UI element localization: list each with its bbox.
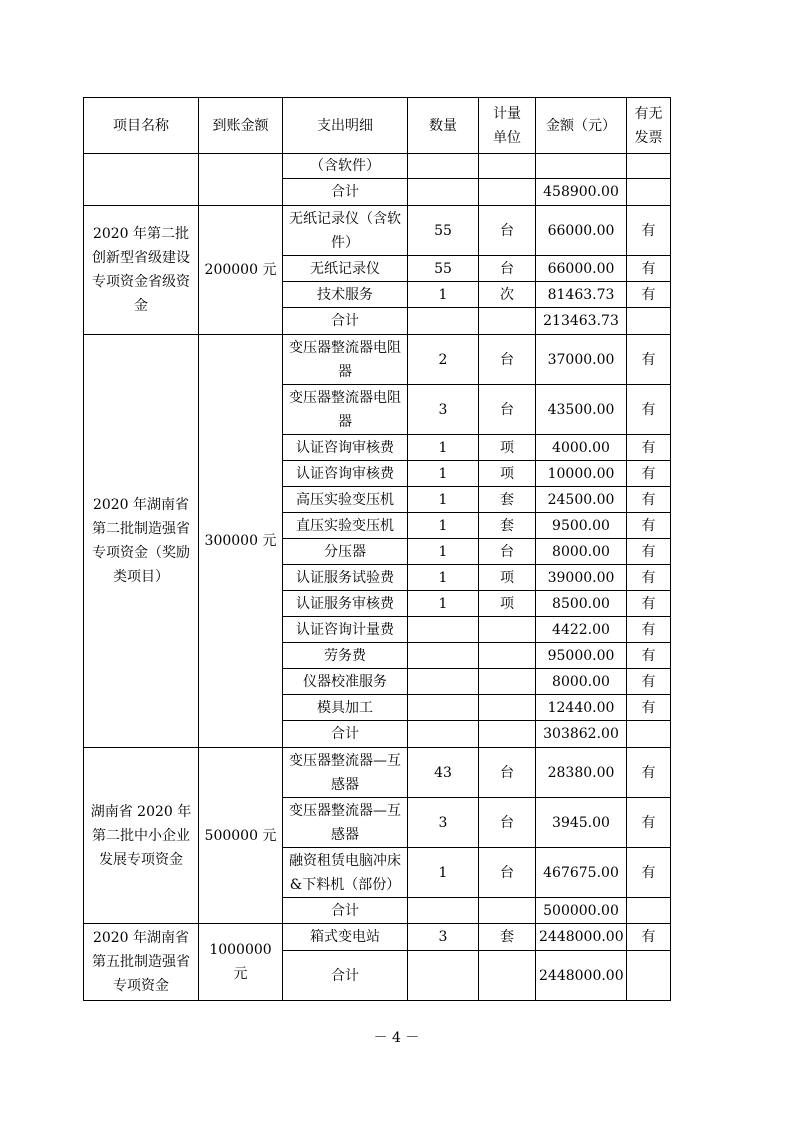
amount-cell: 37000.00 [536,335,627,385]
detail-cell: 变压器整流器—互感器 [283,798,408,848]
unit-cell: 台 [479,335,536,385]
quantity-cell [408,669,479,695]
header-unit: 计量单位 [479,98,536,154]
amount-cell [536,154,627,179]
amount-cell: 2448000.00 [536,924,627,951]
amount-cell: 24500.00 [536,487,627,513]
invoice-cell [627,308,671,335]
quantity-cell: 2 [408,335,479,385]
invoice-cell: 有 [627,848,671,898]
detail-cell: 变压器整流器电阻器 [283,335,408,385]
unit-cell: 台 [479,748,536,798]
detail-cell: 合计 [283,898,408,924]
quantity-cell: 43 [408,748,479,798]
table-row [84,335,671,385]
detail-cell: （含软件） [283,154,408,179]
table-row [84,154,671,179]
invoice-cell: 有 [627,695,671,721]
unit-cell [479,898,536,924]
detail-cell: 认证咨询审核费 [283,435,408,461]
unit-cell: 次 [479,282,536,308]
detail-cell: 变压器整流器电阻器 [283,385,408,435]
amount-cell: 66000.00 [536,256,627,282]
detail-cell: 箱式变电站 [283,924,408,951]
quantity-cell: 1 [408,513,479,539]
received-amount-cell: 200000 元 [199,206,283,335]
detail-cell: 认证咨询审核费 [283,461,408,487]
detail-cell: 认证咨询计量费 [283,617,408,643]
quantity-cell: 3 [408,798,479,848]
quantity-cell: 1 [408,461,479,487]
amount-cell: 43500.00 [536,385,627,435]
amount-cell: 28380.00 [536,748,627,798]
unit-cell: 项 [479,591,536,617]
invoice-cell: 有 [627,435,671,461]
header-row [84,98,671,154]
project-name-cell [84,154,199,206]
header-detail: 支出明细 [283,98,408,154]
quantity-cell [408,617,479,643]
unit-cell [479,617,536,643]
invoice-cell: 有 [627,256,671,282]
invoice-cell: 有 [627,924,671,951]
invoice-cell: 有 [627,461,671,487]
amount-cell: 2448000.00 [536,951,627,1001]
fund-expenditure-table [83,97,671,1001]
amount-cell: 8000.00 [536,669,627,695]
quantity-cell: 55 [408,256,479,282]
detail-cell: 合计 [283,721,408,748]
detail-cell: 认证服务审核费 [283,591,408,617]
amount-cell: 66000.00 [536,206,627,256]
project-name-cell: 湖南省 2020 年第二批中小企业发展专项资金 [84,748,199,924]
quantity-cell: 1 [408,565,479,591]
invoice-cell: 有 [627,282,671,308]
detail-cell: 认证服务试验费 [283,565,408,591]
quantity-cell [408,951,479,1001]
quantity-cell: 3 [408,924,479,951]
unit-cell: 套 [479,487,536,513]
amount-cell: 3945.00 [536,798,627,848]
unit-cell: 台 [479,206,536,256]
unit-cell: 台 [479,385,536,435]
quantity-cell: 55 [408,206,479,256]
detail-cell: 技术服务 [283,282,408,308]
header-amount: 金额（元） [536,98,627,154]
quantity-cell [408,898,479,924]
amount-cell: 458900.00 [536,179,627,206]
unit-cell [479,643,536,669]
quantity-cell: 1 [408,591,479,617]
invoice-cell [627,154,671,179]
detail-cell: 分压器 [283,539,408,565]
invoice-cell: 有 [627,591,671,617]
amount-cell: 95000.00 [536,643,627,669]
unit-cell: 项 [479,435,536,461]
amount-cell: 500000.00 [536,898,627,924]
project-name-cell: 2020 年湖南省第二批制造强省专项资金（奖励类项目） [84,335,199,748]
unit-cell [479,308,536,335]
amount-cell: 467675.00 [536,848,627,898]
header-project: 项目名称 [84,98,199,154]
header-received: 到账金额 [199,98,283,154]
amount-cell: 8000.00 [536,539,627,565]
detail-cell: 合计 [283,951,408,1001]
invoice-cell: 有 [627,335,671,385]
received-amount-cell [199,154,283,206]
table-row [84,748,671,798]
table-row [84,924,671,951]
quantity-cell: 1 [408,539,479,565]
quantity-cell: 1 [408,435,479,461]
amount-cell: 213463.73 [536,308,627,335]
table-row [84,206,671,256]
amount-cell: 4000.00 [536,435,627,461]
quantity-cell [408,643,479,669]
project-name-cell: 2020 年湖南省第五批制造强省专项资金 [84,924,199,1001]
invoice-cell: 有 [627,385,671,435]
quantity-cell [408,695,479,721]
detail-cell: 合计 [283,308,408,335]
unit-cell: 台 [479,256,536,282]
invoice-cell [627,179,671,206]
detail-cell: 模具加工 [283,695,408,721]
unit-cell: 套 [479,924,536,951]
invoice-cell: 有 [627,798,671,848]
amount-cell: 4422.00 [536,617,627,643]
amount-cell: 12440.00 [536,695,627,721]
invoice-cell: 有 [627,748,671,798]
invoice-cell [627,898,671,924]
unit-cell: 台 [479,798,536,848]
invoice-cell: 有 [627,513,671,539]
invoice-cell: 有 [627,539,671,565]
unit-cell [479,669,536,695]
quantity-cell: 1 [408,848,479,898]
unit-cell: 台 [479,848,536,898]
unit-cell [479,695,536,721]
unit-cell [479,179,536,206]
amount-cell: 81463.73 [536,282,627,308]
quantity-cell [408,179,479,206]
unit-cell [479,154,536,179]
invoice-cell: 有 [627,487,671,513]
detail-cell: 劳务费 [283,643,408,669]
quantity-cell: 3 [408,385,479,435]
unit-cell: 台 [479,539,536,565]
invoice-cell: 有 [627,565,671,591]
received-amount-cell: 1000000 元 [199,924,283,1001]
invoice-cell: 有 [627,206,671,256]
detail-cell: 无纸记录仪（含软件） [283,206,408,256]
detail-cell: 仪器校准服务 [283,669,408,695]
detail-cell: 融资租赁电脑冲床&下料机（部份） [283,848,408,898]
detail-cell: 高压实验变压机 [283,487,408,513]
invoice-cell: 有 [627,643,671,669]
page-number: － 4 － [373,1030,420,1046]
received-amount-cell: 300000 元 [199,335,283,748]
unit-cell [479,951,536,1001]
detail-cell: 变压器整流器—互感器 [283,748,408,798]
quantity-cell [408,154,479,179]
project-name-cell: 2020 年第二批创新型省级建设专项资金省级资金 [84,206,199,335]
quantity-cell [408,308,479,335]
detail-cell: 合计 [283,179,408,206]
unit-cell: 项 [479,461,536,487]
detail-cell: 直压实验变压机 [283,513,408,539]
invoice-cell [627,721,671,748]
amount-cell: 303862.00 [536,721,627,748]
header-qty: 数量 [408,98,479,154]
unit-cell: 套 [479,513,536,539]
invoice-cell: 有 [627,617,671,643]
unit-cell: 项 [479,565,536,591]
unit-cell [479,721,536,748]
amount-cell: 10000.00 [536,461,627,487]
header-invoice: 有无发票 [627,98,671,154]
invoice-cell [627,951,671,1001]
invoice-cell: 有 [627,669,671,695]
quantity-cell [408,721,479,748]
quantity-cell: 1 [408,282,479,308]
amount-cell: 39000.00 [536,565,627,591]
detail-cell: 无纸记录仪 [283,256,408,282]
received-amount-cell: 500000 元 [199,748,283,924]
amount-cell: 8500.00 [536,591,627,617]
amount-cell: 9500.00 [536,513,627,539]
quantity-cell: 1 [408,487,479,513]
